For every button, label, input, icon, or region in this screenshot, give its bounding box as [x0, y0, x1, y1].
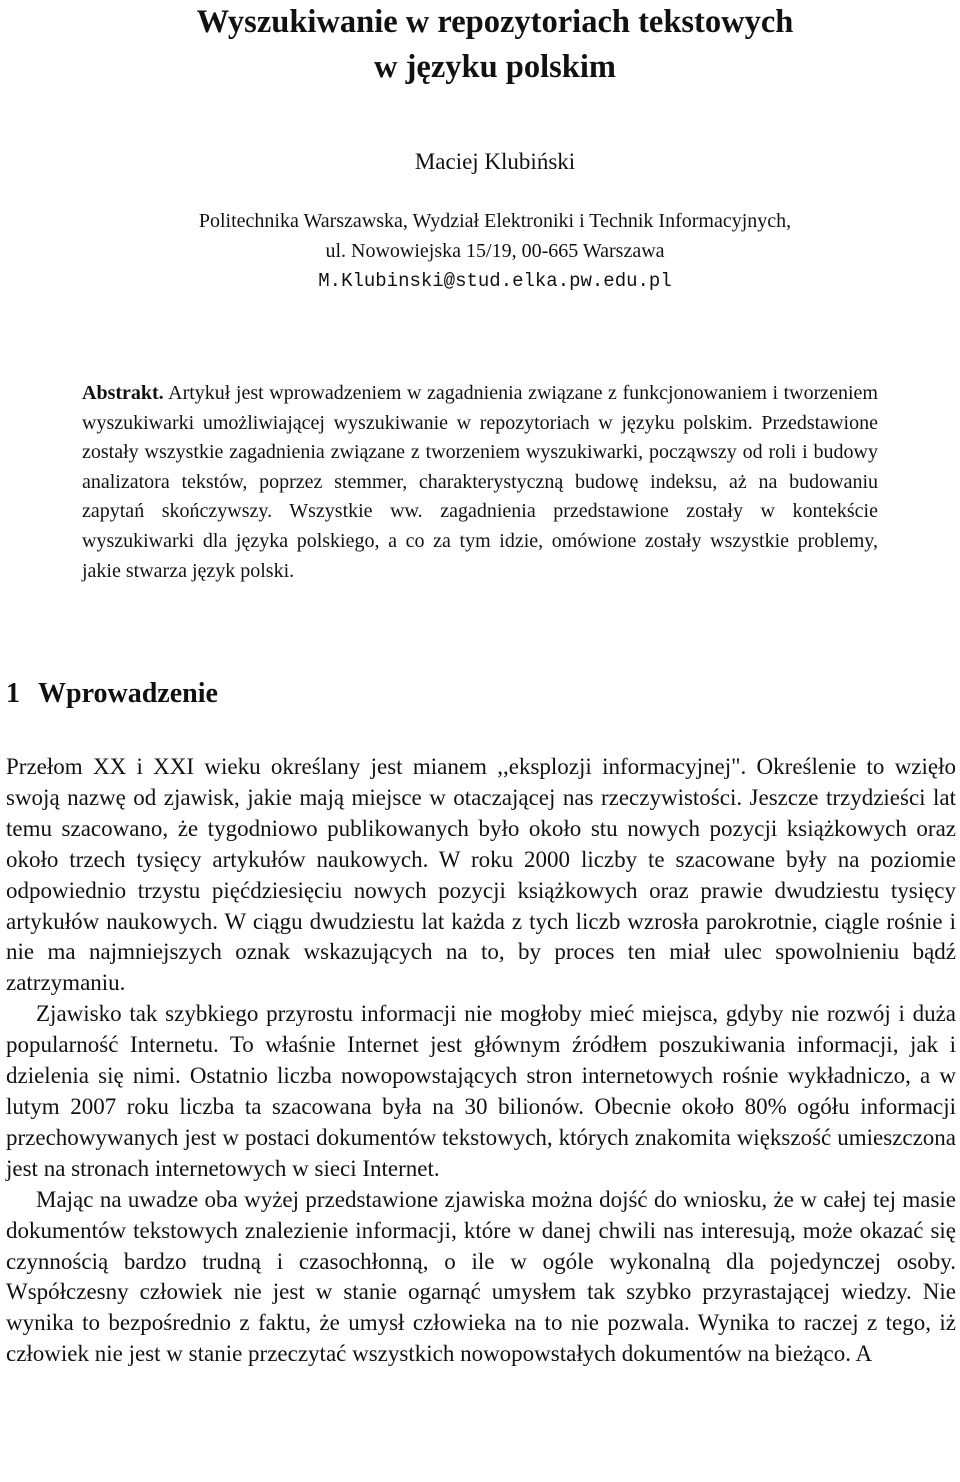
- section-title: Wprowadzenie: [38, 678, 218, 709]
- abstract: [82, 379, 878, 586]
- affiliation-line-1: Politechnika Warszawska, Wydział Elektroniki i Technik Informacyjnych,: [198, 210, 792, 232]
- section-body: [6, 752, 956, 1370]
- section-heading: [6, 674, 218, 714]
- body-paragraph-1: Przełom XX i XXI wieku określany jest mianem ,,eksplozji informacyjnej". Określenie to wzięło swoją nazwę od zjawisk, jakie mają miejsce w otaczającej nas rzeczywistości. Jeszcze trzydzieści lat temu szacowano, że tygodniowo publikowanych było około stu nowych pozycji książkowych oraz około trzech tysięcy artykułów naukowych. W roku 2000 liczby te szacowane były na poziomie odpowiednio trzystu pięćdziesięciu nowych pozycji książkowych oraz prawie dwudziestu tysięcy artykułów naukowych. W ciągu dwudziestu lat każda z tych liczb wzrosła parokrotnie, ciągle rośnie i nie ma najmniejszych oznak wskazujących na to, by proces ten miał ulec spowolnieniu bądź zatrzymaniu.: [6, 754, 956, 996]
- abstract-text: Artykuł jest wprowadzeniem w zagadnienia związane z funkcjonowaniem i tworzeniem wyszukiwarki umożliwiającej wyszukiwanie w repozytoriach w języku polskim. Przedstawione zostały wszystkie zagadnienia związane z tworzeniem wyszukiwarki, począwszy od roli i budowy analizatora tekstów, poprzez stemmer, charakterystyczną budowę indeksu, aż na budowaniu zapytań skończywszy. Wszystkie ww. zagadnienia przedstawione zostały w kontekście wyszukiwarki dla języka polskiego, a co za tym idzie, omówione zostały wszystkie problemy, jakie stwarza język polski.: [82, 382, 878, 582]
- author-email: M.Klubinski@stud.elka.pw.edu.pl: [318, 270, 672, 292]
- paper-title-line-1: Wyszukiwanie w repozytoriach tekstowych: [196, 4, 794, 40]
- section-number: 1: [6, 678, 20, 709]
- body-paragraph-3: Mając na uwadze oba wyżej przedstawione zjawiska można dojść do wniosku, że w całej tej masie dokumentów tekstowych znalezienie informacji, które w danej chwili nas interesują, może okazać się czynnością bardzo trudną i czasochłonną, o ile w ogóle wykonalną dla pojedynczej osoby. Współczesny człowiek nie jest w stanie ogarnąć umysłem tak szybko przyrastającej wiedzy. Nie wynika to bezpośrednio z faktu, że umysł człowieka na to nie pozwala. Wynika to raczej z tego, iż człowiek nie jest w stanie przeczytać wszystkich nowopowstałych dokumentów na bieżąco. A: [6, 1186, 956, 1367]
- author-name: Maciej Klubiński: [414, 149, 576, 174]
- paper-title: [0, 0, 960, 90]
- abstract-label: Abstrakt.: [82, 382, 164, 404]
- affiliation: [0, 206, 960, 296]
- body-paragraph-2: Zjawisko tak szybkiego przyrostu informacji nie mogłoby mieć miejsca, gdyby nie rozwój i duża popularność Internetu. To właśnie Internet jest głównym źródłem poszukiwania informacji, jak i dzielenia się nimi. Ostatnio liczba nowopowstających stron internetowych rośnie wykładniczo, a w lutym 2007 roku liczba ta szacowana była na 30 bilionów. Obecnie około 80% ogółu informacji przechowywanych jest w postaci dokumentów tekstowych, których znakomita większość umieszczona jest na stronach internetowych w sieci Internet.: [6, 1001, 956, 1181]
- affiliation-line-2: ul. Nowowiejska 15/19, 00-665 Warszawa: [325, 240, 665, 262]
- paper-title-line-2: w języku polskim: [374, 49, 616, 85]
